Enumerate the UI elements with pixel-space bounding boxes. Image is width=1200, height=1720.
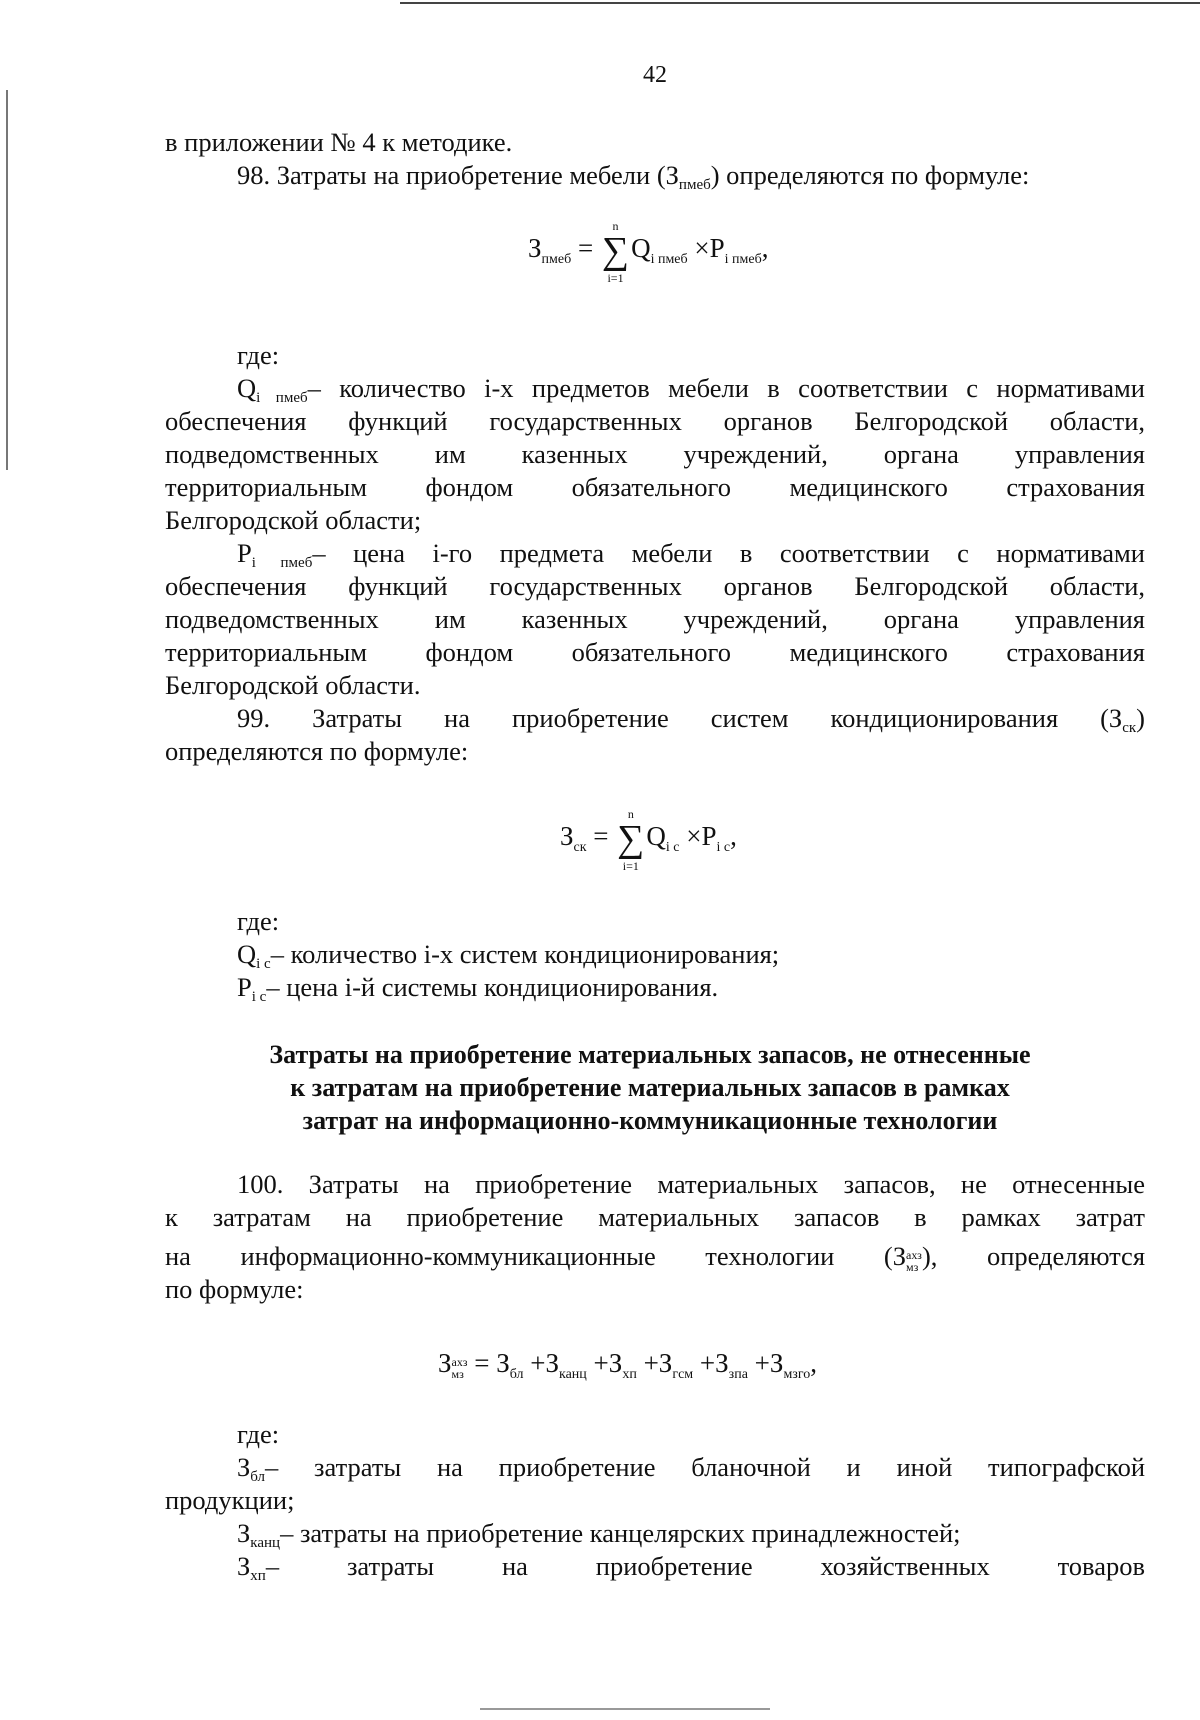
intro-line: в приложении № 4 к методике.	[165, 127, 513, 157]
sum-symbol: ∑ n i=1	[617, 807, 645, 873]
page-number: 42	[643, 62, 667, 88]
scan-edge-left	[6, 90, 8, 470]
paragraph-98-block	[165, 126, 1145, 192]
section-heading: Затраты на приобретение материальных запасов, не отнесенные к затратам на приобретение материальных запасов в рамках затрат на информационно-коммуникационные технологии	[269, 1040, 1031, 1135]
paragraph-98: 98. Затраты на приобретение мебели $(З_{пмеб})$ определяются по формуле:	[237, 160, 1030, 193]
formula-98: $З_{пмеб}$ = ∑ n i=1 $Q_{i пмеб} \times P_{i пмеб}$,	[528, 219, 769, 285]
paragraph-99: 99. Затраты на приобретение систем кондиционирования $(З_{ск})$	[237, 703, 1145, 736]
definitions-100: где: $З_{бл}-$ затраты на приобретение бланочной и иной типографской продукции; $З_{канц}-$ затраты на приобретение канцелярских принадлежностей; $З_{хп}-$ затраты на приобретение хозяйственных товаров	[165, 1419, 1145, 1584]
definition-p-line: $P_{i пмеб}-$ цена i-го предмета мебели в соответствии с нормативами	[237, 538, 1145, 571]
where-label: где:	[237, 340, 280, 370]
sum-symbol: ∑ n i=1	[601, 219, 630, 285]
scan-edge-top	[400, 2, 1200, 4]
definitions-99: где: $Q_{i с}-$ количество i-х систем кондиционирования; $P_{i с}-$ цена i-й системы кондиционирования.	[237, 906, 780, 1005]
formula-100: З ахз мз = $З_{бл} +З_{канц} +З_{хп} +З_{гсм} +З_{зпа} +З_{мзго}$,	[438, 1348, 817, 1382]
definition-q-line: $Q_{i пмеб}-$ количество i-х предметов мебели в соответствии с нормативами	[237, 373, 1145, 406]
formula-99: $З_{ск}$ = ∑ n i=1 $Q_{i с} \times P_{i с}$,	[560, 807, 737, 873]
paragraph-100: 100. Затраты на приобретение материальных запасов, не отнесенные к затратам на приобретение материальных запасов в рамках затрат на информационно-коммуникационные технологии (З ахз мз ), определяются по формуле:	[165, 1169, 1146, 1304]
definitions-98: где: $Q_{i пмеб}-$ количество i-х предметов мебели в соответствии с нормативами обеспечения функций государственных органов Белгородской области, подведомственных им казенных учреждений, органа управления территориальным фондом обязательного медицинского страхования Белгородской области; $P_{i пмеб}-$ цена i-го предмета мебели в соответствии с нормативами обеспечения функций государственных органов Белгородской области, подведомственных им казенных учреждений, органа управления территориальным фондом обязательного медицинского страхования Белгородской области. 99. Затраты на приобретение систем кондиционирования $(З_{ск})$ определяются по формуле:	[165, 340, 1145, 766]
scan-edge-bottom	[480, 1708, 770, 1710]
